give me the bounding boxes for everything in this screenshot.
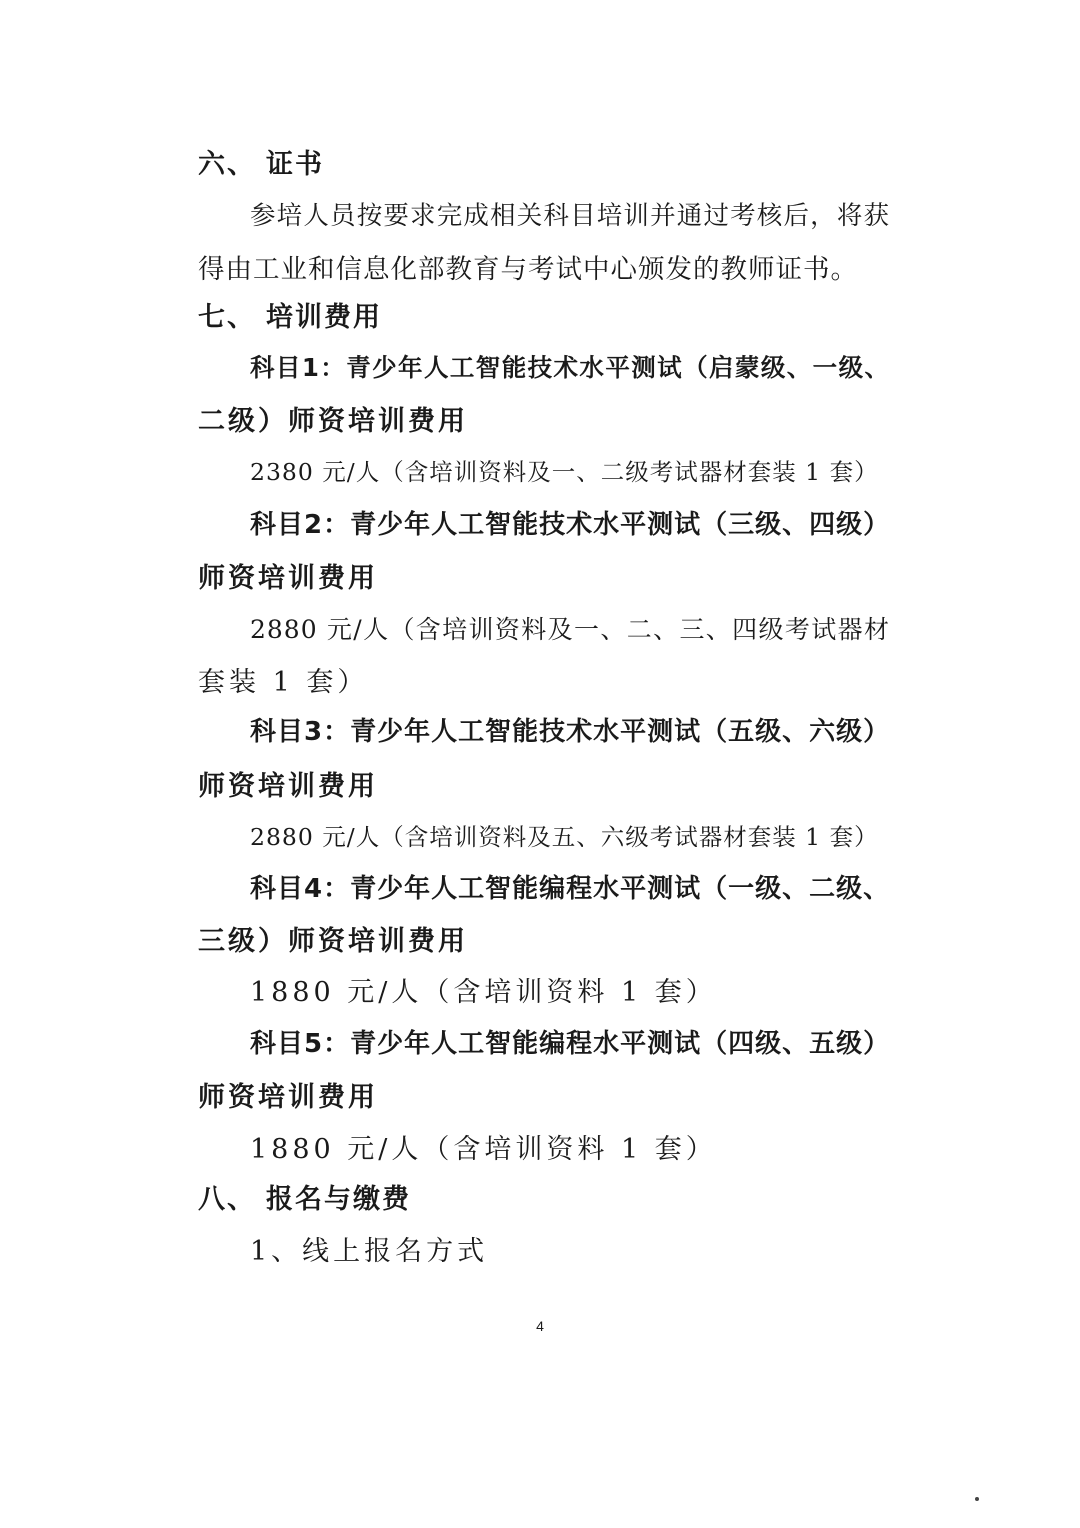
subject-5-title-line-1: 科目5：青少年人工智能编程水平测试（四级、五级） (250, 1029, 891, 1059)
section-7-title: 培训费用 (266, 302, 382, 333)
subject-5-title-line-2: 师资培训费用 (198, 1082, 378, 1113)
subject-4-title-line-2: 三级）师资培训费用 (198, 926, 468, 957)
section-8-number: 八、 (198, 1184, 256, 1215)
section-7-heading (198, 298, 888, 338)
section-6-number: 六、 (198, 149, 256, 180)
section-8-heading (198, 1180, 888, 1220)
subject-1-title-line-2: 二级）师资培训费用 (198, 406, 468, 437)
subject-2-fee-line-2: 套装 1 套） (198, 667, 369, 698)
section-6-body-line-1: 参培人员按要求完成相关科目培训并通过考核后，将获 (250, 201, 890, 231)
subject-3-fee: 2880 元/人（含培训资料及五、六级考试器材套装 1 套） (250, 823, 879, 851)
section-6-title: 证书 (266, 149, 324, 180)
subject-4-fee: 1880 元/人（含培训资料 1 套） (250, 977, 717, 1008)
scan-speck (975, 1497, 979, 1501)
section-6-body-line-2: 得由工业和信息化部教育与考试中心颁发的教师证书。 (198, 254, 858, 285)
section-7-number: 七、 (198, 302, 256, 333)
subject-4-title-line-1: 科目4：青少年人工智能编程水平测试（一级、二级、 (250, 874, 891, 904)
subject-2-title-line-2: 师资培训费用 (198, 563, 378, 594)
section-6-heading (198, 145, 888, 185)
subject-2-title-line-1: 科目2：青少年人工智能技术水平测试（三级、四级） (250, 510, 891, 540)
section-8-title: 报名与缴费 (266, 1184, 411, 1215)
page-number: 4 (536, 1318, 544, 1334)
subject-1-title-line-1: 科目1：青少年人工智能技术水平测试（启蒙级、一级、 (250, 353, 890, 382)
section-8-item-1: 1、线上报名方式 (250, 1236, 489, 1267)
subject-2-fee-line-1: 2880 元/人（含培训资料及一、二、三、四级考试器材 (250, 615, 890, 644)
subject-3-title-line-1: 科目3：青少年人工智能技术水平测试（五级、六级） (250, 717, 891, 747)
subject-5-fee: 1880 元/人（含培训资料 1 套） (250, 1134, 717, 1165)
subject-1-fee: 2380 元/人（含培训资料及一、二级考试器材套装 1 套） (250, 458, 879, 486)
subject-3-title-line-2: 师资培训费用 (198, 771, 378, 802)
